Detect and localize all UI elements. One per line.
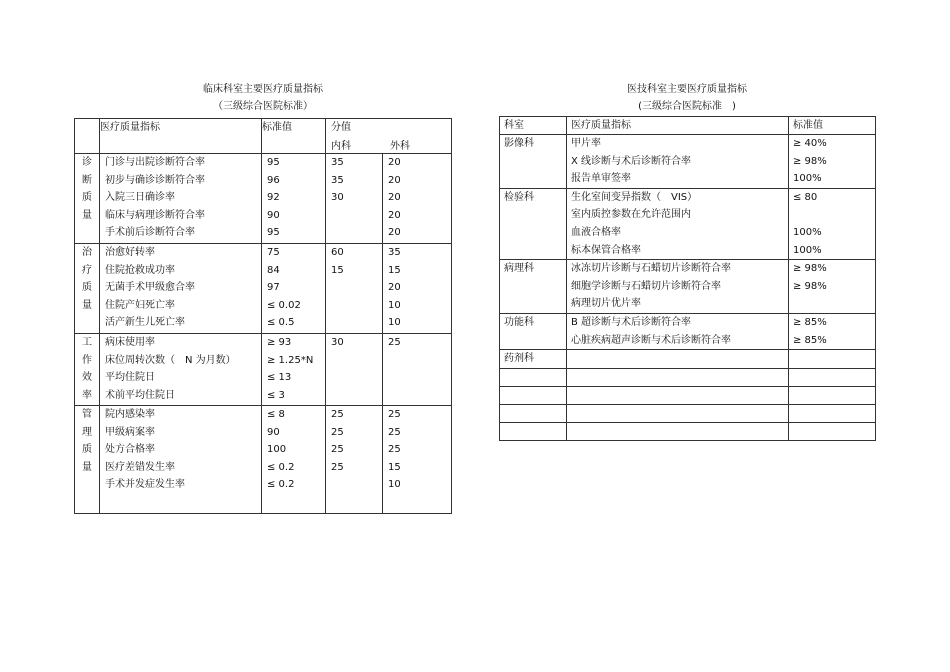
standard-cell: ≥ 93 — [267, 337, 292, 348]
standard-cell: 96 — [267, 174, 280, 186]
external-score-cell: 35 — [388, 247, 401, 258]
internal-score-cell — [326, 207, 382, 225]
dept-cell: 病理科 — [504, 263, 534, 275]
left-title — [74, 83, 452, 114]
category-char: 作 — [82, 354, 92, 366]
indicator-cell: 入院三日确诊率 — [105, 192, 175, 204]
indicator-cell: 术前平均住院日 — [105, 389, 175, 401]
external-score-cell: 20 — [388, 209, 401, 221]
standard-cell: 75 — [267, 247, 280, 258]
internal-score-cell: 25 — [331, 444, 344, 456]
external-score-cell: 15 — [388, 264, 401, 276]
internal-score-cell: 35 — [331, 157, 344, 168]
standard-cell — [793, 350, 875, 368]
indicator-cell: 活产新生儿死亡率 — [105, 317, 185, 329]
standard-cell: ≤ 0.2 — [267, 461, 295, 473]
table-row — [500, 260, 876, 314]
indicator-cell: X 线诊断与术后诊断符合率 — [571, 155, 692, 167]
standard-cell: ≥ 85% — [793, 334, 827, 346]
external-score-cell: 25 — [388, 426, 401, 438]
standard-cell: ≤ 3 — [267, 389, 285, 401]
indicator-cell: 细胞学诊断与石蜡切片诊断符合率 — [571, 280, 721, 292]
table-row — [75, 334, 452, 406]
header-standard-right: 标准值 — [789, 117, 876, 135]
internal-score-cell — [326, 297, 382, 315]
standard-cell: ≤ 13 — [267, 372, 292, 384]
indicator-cell: 病床使用率 — [105, 337, 155, 348]
standard-cell: ≥ 1.25*N — [267, 354, 314, 366]
indicator-cell: 标本保管合格率 — [571, 244, 641, 256]
header-external: 外科 — [390, 140, 410, 152]
category-char: 质 — [82, 192, 92, 204]
standard-cell: 84 — [267, 264, 280, 276]
internal-score-cell: 30 — [331, 337, 344, 348]
external-score-cell: 20 — [388, 192, 401, 204]
external-score-cell: 15 — [388, 461, 401, 473]
table-row — [500, 350, 876, 369]
indicator-cell: 手术并发症发生率 — [105, 479, 185, 491]
indicator-cell: 治愈好转率 — [105, 247, 155, 258]
internal-score-cell — [326, 476, 382, 494]
category-char: 量 — [82, 299, 92, 311]
internal-score-cell — [326, 352, 382, 370]
empty-row — [500, 422, 876, 440]
standard-cell: 95 — [267, 157, 280, 168]
indicator-cell: 冰冻切片诊断与石蜡切片诊断符合率 — [571, 263, 731, 275]
standard-cell: ≥ 98% — [793, 280, 827, 292]
internal-score-cell: 30 — [331, 192, 344, 204]
standard-cell: 95 — [267, 227, 280, 239]
indicator-cell: 心脏疾病超声诊断与术后诊断符合率 — [571, 334, 731, 346]
standard-cell: 100% — [793, 244, 822, 256]
external-score-cell: 10 — [388, 479, 401, 491]
dept-cell: 影像科 — [504, 138, 534, 149]
indicator-cell: 医疗差错发生率 — [105, 461, 175, 473]
external-score-cell — [383, 369, 451, 387]
internal-score-cell: 15 — [331, 264, 344, 276]
category-char: 断 — [82, 174, 92, 186]
standard-cell: ≤ 0.2 — [267, 479, 295, 491]
indicator-cell: 室内质控参数在允许范围内 — [571, 209, 691, 221]
external-score-cell — [383, 387, 451, 405]
table-row — [500, 135, 876, 189]
empty-row — [500, 368, 876, 386]
indicator-cell: 平均住院日 — [105, 372, 155, 384]
internal-score-cell: 25 — [331, 409, 344, 420]
dept-cell: 功能科 — [504, 316, 534, 328]
indicator-cell: 无菌手术甲级愈合率 — [105, 282, 195, 294]
table-row — [75, 244, 452, 334]
right-subtitle-text: (三级综合医院标准 ) — [638, 101, 736, 112]
internal-score-cell: 25 — [331, 426, 344, 438]
left-title-text: 临床科室主要医疗质量指标 — [203, 84, 323, 95]
external-score-cell — [383, 352, 451, 370]
left-header-row — [75, 119, 452, 154]
internal-score-cell — [326, 314, 382, 332]
category-char: 诊 — [82, 157, 92, 168]
standard-cell: ≥ 98% — [793, 263, 827, 275]
internal-score-cell — [326, 279, 382, 297]
indicator-cell: 床位周转次数（ N 为月数） — [105, 354, 236, 366]
category-char: 质 — [82, 282, 92, 294]
left-body — [75, 154, 452, 514]
external-score-cell: 25 — [388, 337, 401, 348]
standard-cell: 92 — [267, 192, 280, 204]
standard-cell — [793, 295, 875, 313]
standard-cell: 90 — [267, 209, 280, 221]
standard-cell: 90 — [267, 426, 280, 438]
category-char: 治 — [82, 247, 92, 258]
indicator-cell: 手术前后诊断符合率 — [105, 227, 195, 239]
external-score-cell: 25 — [388, 409, 401, 420]
empty-row — [500, 404, 876, 422]
right-title — [499, 83, 875, 114]
table-row — [75, 406, 452, 514]
category-char: 工 — [82, 337, 92, 348]
external-score-cell: 20 — [388, 227, 401, 239]
left-subtitle-text: （三级综合医院标准） — [213, 101, 313, 112]
category-char: 率 — [82, 389, 92, 401]
empty-row — [500, 386, 876, 404]
standard-cell — [793, 206, 875, 224]
external-score-cell: 20 — [388, 282, 401, 294]
external-score-cell: 20 — [388, 157, 401, 168]
indicator-cell: 血液合格率 — [571, 226, 621, 238]
category-char: 量 — [82, 461, 92, 473]
indicator-cell: 生化室间变异指数（ VIS） — [571, 191, 698, 203]
indicator-cell: 门诊与出院诊断符合率 — [105, 157, 205, 168]
standard-cell: 100 — [267, 444, 287, 456]
standard-cell: ≤ 80 — [793, 191, 818, 203]
standard-cell: ≥ 85% — [793, 316, 827, 328]
table-row — [500, 313, 876, 349]
indicator-cell: 甲级病案率 — [105, 426, 155, 438]
technical-quality-table — [499, 116, 876, 441]
indicator-cell: 处方合格率 — [105, 444, 155, 456]
external-score-cell: 10 — [388, 299, 401, 311]
category-char: 量 — [82, 209, 92, 221]
indicator-cell: 初步与确诊诊断符合率 — [105, 174, 205, 186]
standard-cell: ≤ 0.5 — [267, 317, 295, 329]
external-score-cell: 10 — [388, 317, 401, 329]
indicator-cell: 临床与病理诊断符合率 — [105, 209, 205, 221]
dept-cell: 检验科 — [504, 191, 534, 203]
clinical-quality-table — [74, 118, 452, 514]
internal-score-cell — [326, 369, 382, 387]
right-body — [500, 135, 876, 441]
standard-cell: ≤ 8 — [267, 409, 285, 420]
table-row — [500, 188, 876, 259]
header-score: 分值 — [331, 122, 351, 133]
right-header-row — [500, 117, 876, 135]
internal-score-cell: 60 — [331, 247, 344, 258]
internal-score-cell: 25 — [331, 461, 344, 473]
internal-score-cell — [326, 387, 382, 405]
header-dept: 科室 — [500, 117, 567, 135]
header-standard: 标准值 — [262, 122, 292, 133]
standard-cell: 100% — [793, 173, 822, 185]
standard-cell: ≥ 98% — [793, 155, 827, 167]
category-char: 质 — [82, 444, 92, 456]
standard-cell: ≥ 40% — [793, 138, 827, 149]
internal-score-cell — [326, 224, 382, 242]
category-char: 理 — [82, 426, 92, 438]
indicator-cell — [571, 350, 788, 368]
indicator-cell: 住院产妇死亡率 — [105, 299, 175, 311]
standard-cell: 97 — [267, 282, 280, 294]
header-internal: 内科 — [331, 140, 351, 152]
table-row — [75, 154, 452, 244]
header-indicator: 医疗质量指标 — [100, 122, 160, 133]
indicator-cell: B 超诊断与术后诊断符合率 — [571, 316, 692, 328]
indicator-cell: 住院抢救成功率 — [105, 264, 175, 276]
category-char: 效 — [82, 372, 92, 384]
category-char: 疗 — [82, 264, 92, 276]
standard-cell: ≤ 0.02 — [267, 299, 301, 311]
standard-cell: 100% — [793, 226, 822, 238]
indicator-cell: 病理切片优片率 — [571, 298, 641, 310]
indicator-cell: 报告单审签率 — [571, 173, 631, 185]
external-score-cell: 20 — [388, 174, 401, 186]
external-score-cell: 25 — [388, 444, 401, 456]
dept-cell: 药剂科 — [504, 353, 534, 365]
right-title-text: 医技科室主要医疗质量指标 — [627, 84, 747, 95]
indicator-cell: 甲片率 — [571, 138, 601, 149]
indicator-cell: 院内感染率 — [105, 409, 155, 420]
category-char: 管 — [82, 409, 92, 420]
internal-score-cell: 35 — [331, 174, 344, 186]
header-indicator-right: 医疗质量指标 — [567, 117, 789, 135]
